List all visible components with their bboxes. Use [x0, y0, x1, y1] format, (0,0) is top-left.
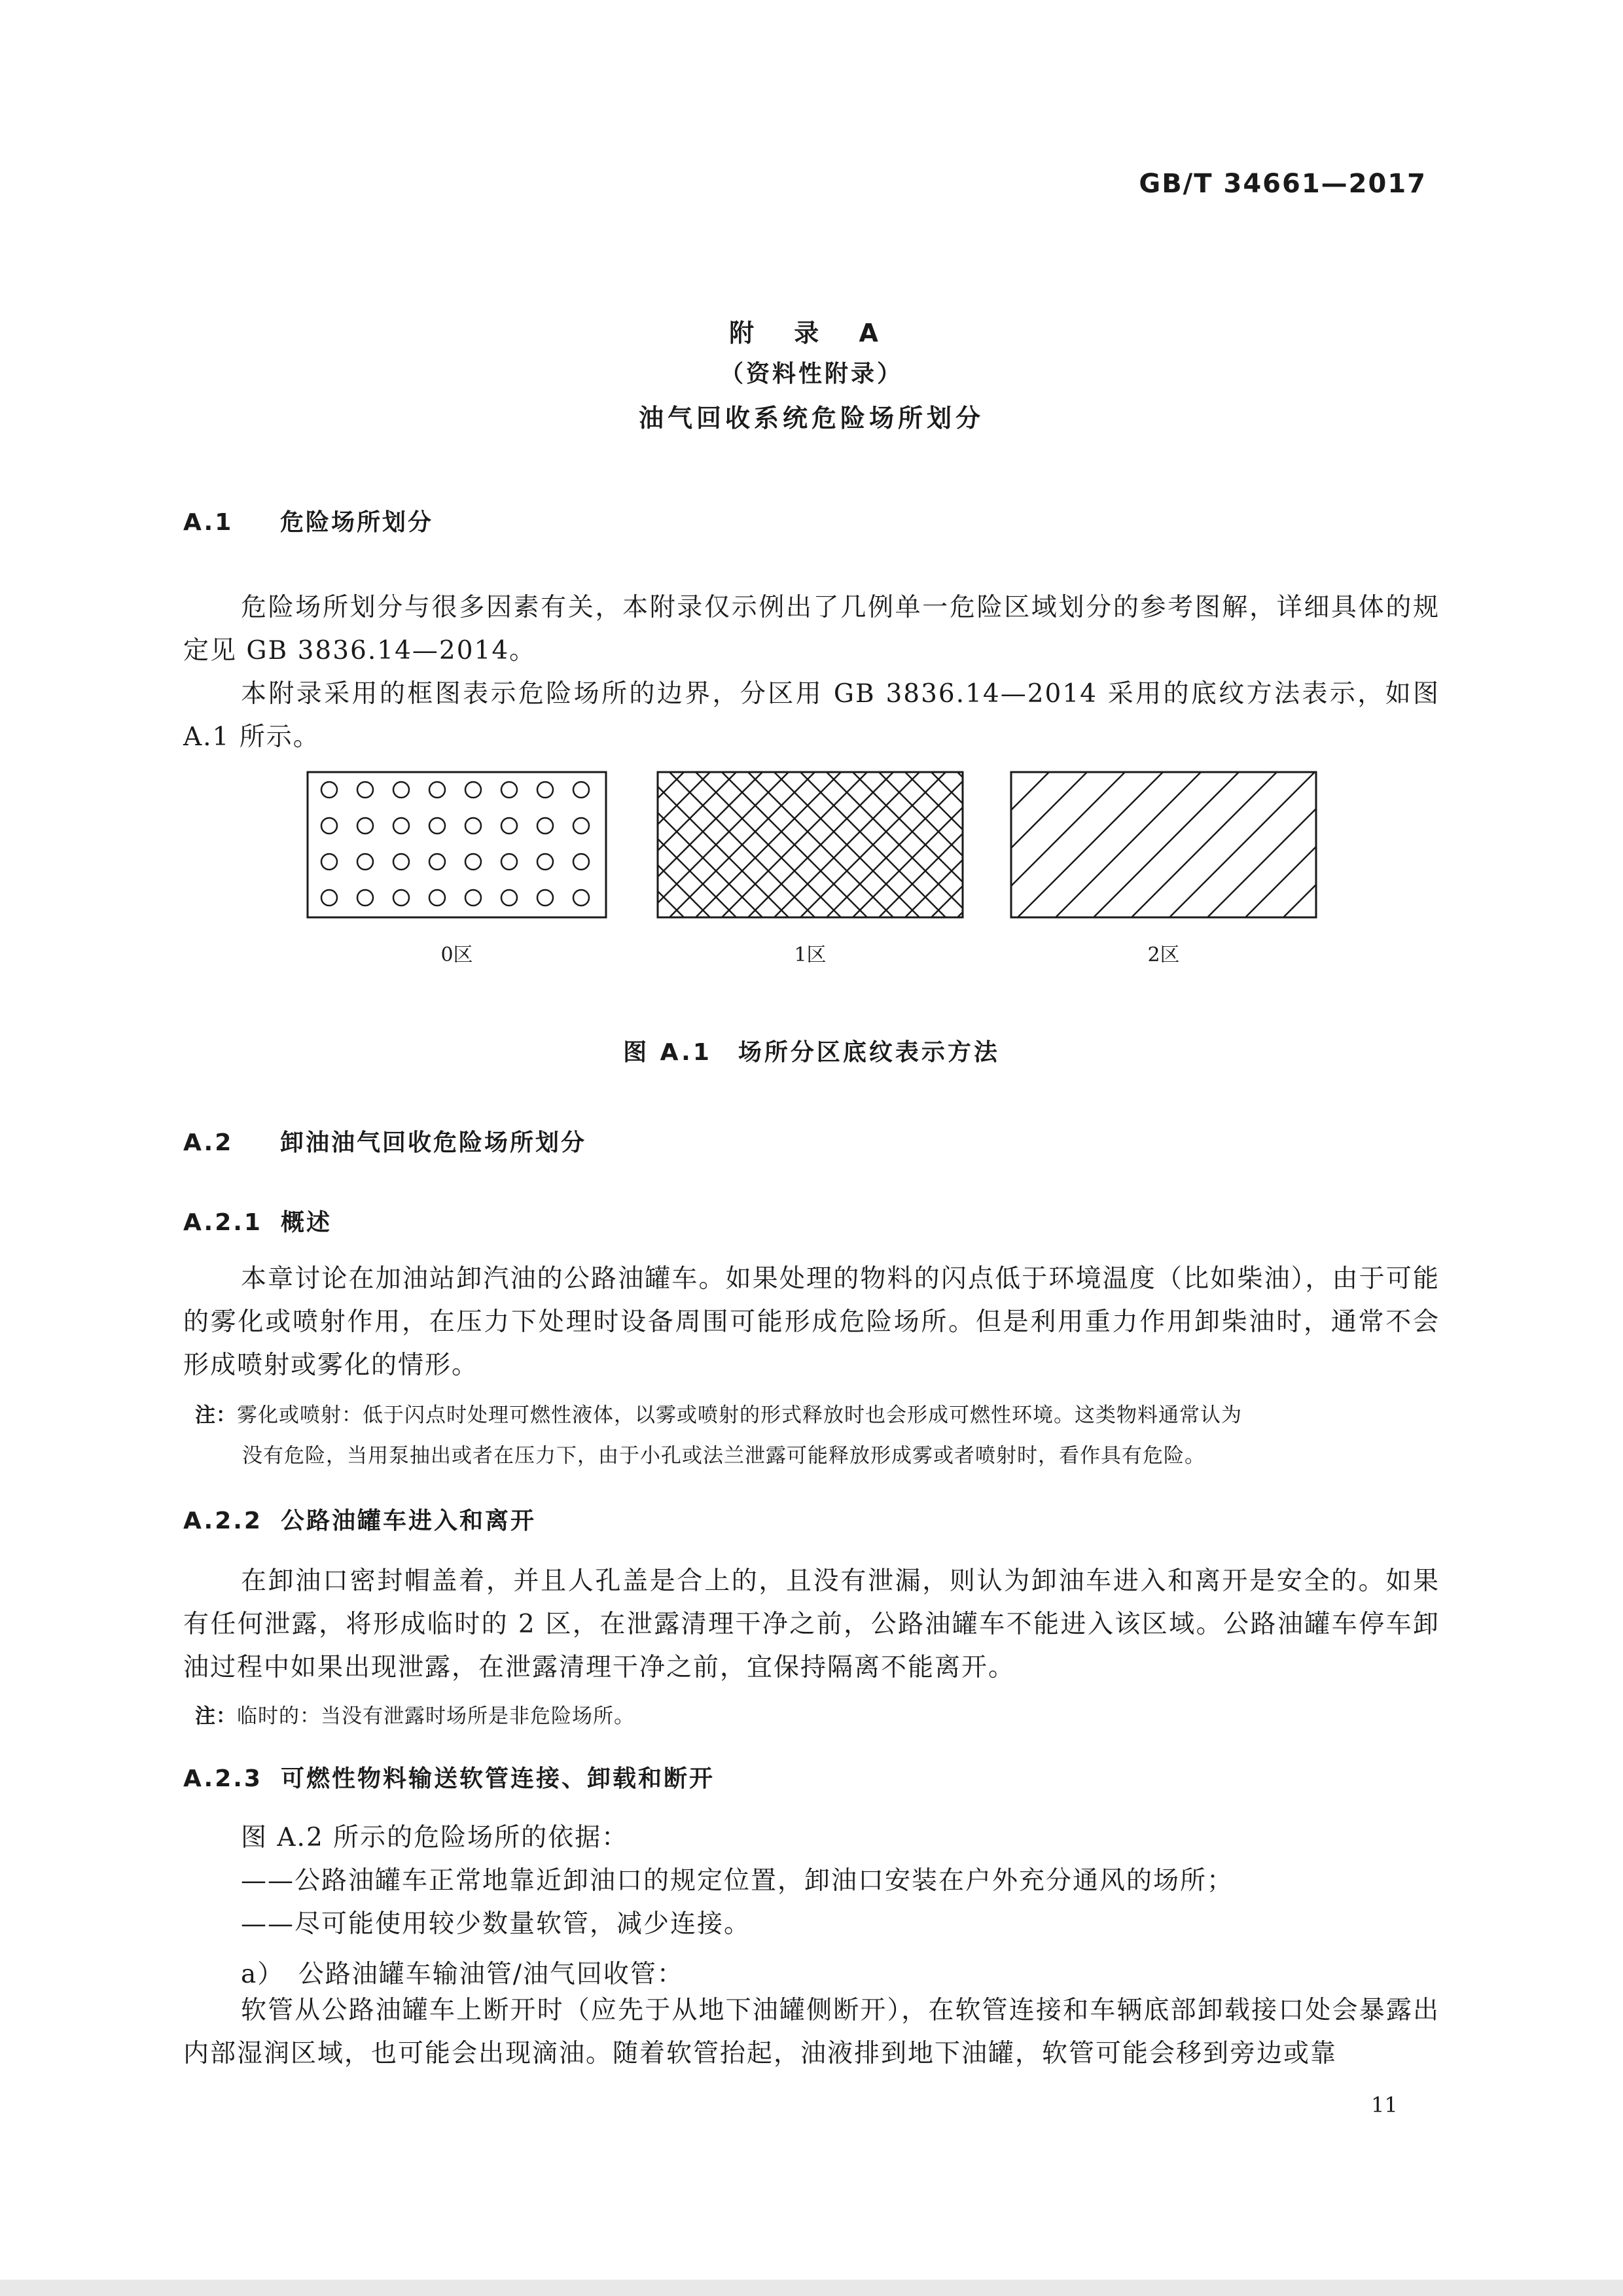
zone-2-hatch-line — [1132, 772, 1277, 917]
section-a21-paragraph: 本章讨论在加油站卸汽油的公路油罐车。如果处理的物料的闪点低于环境温度（比如柴油），由于可能的雾化或喷射作用，在压力下处理时设备周围可能形成危险场所。但是利用重力作用卸柴油时，通常不会形成喷射或雾化的情形。 — [183, 1264, 1440, 1380]
zone-0-circle — [465, 782, 481, 798]
figure-a1-caption: 图 A.1 场所分区底纹表示方法 — [623, 1039, 1000, 1066]
zone-0-circle — [501, 890, 517, 906]
zone-0-circle — [321, 854, 337, 870]
zone-0-pattern — [308, 772, 606, 917]
zone-2-hatch-line — [1359, 772, 1505, 917]
zone-2-hatch-line — [1245, 772, 1391, 917]
zone-0-circle — [321, 890, 337, 906]
zone-2-label: 2区 — [1147, 944, 1180, 966]
zone-0-circle — [321, 782, 337, 798]
zone-2-hatch-line — [1169, 772, 1315, 917]
zone-0-circle — [321, 818, 337, 834]
standard-code: GB/T 34661—2017 — [1139, 169, 1427, 199]
zone-1-hatch-line — [1062, 772, 1207, 917]
zone-1-hatch-line — [1010, 772, 1155, 917]
section-a1-paragraph-2: 本附录采用的框图表示危险场所的边界，分区用 GB 3836.14—2014 采用的底纹方法表示，如图 A.1 所示。 — [183, 679, 1440, 752]
section-title: 概述 — [280, 1209, 332, 1236]
zone-0-circle — [573, 782, 589, 798]
section-a23-paragraph: 软管从公路油罐车上断开时（应先于从地下油罐侧断开），在软管连接和车辆底部卸载接口处会暴露出内部湿润区域，也可能会出现滴油。随着软管抬起，油液排到地下油罐，软管可能会移到旁边或靠 — [183, 1996, 1440, 2068]
section-number: A.2.1 — [183, 1209, 262, 1236]
zone-1-hatch-line — [512, 772, 658, 917]
figure-a1 — [0, 759, 1623, 929]
note-text: 临时的：当没有泄露时场所是非危险场所。 — [237, 1704, 635, 1728]
section-a1-heading — [183, 504, 433, 537]
zone-0-circle — [357, 782, 373, 798]
zone-0-circle — [501, 854, 517, 870]
scan-edge-band — [0, 2280, 1623, 2296]
section-title: 危险场所划分 — [280, 509, 434, 536]
zone-1-hatch-line — [984, 772, 1129, 917]
zone-1-hatch-line — [984, 772, 1129, 917]
section-a23-heading — [183, 1760, 715, 1793]
zone-0-circle — [393, 890, 409, 906]
zone-0-circle — [429, 818, 445, 834]
zone-0-circle — [429, 890, 445, 906]
zone-0-circle — [537, 818, 553, 834]
zone-0-label: 0区 — [440, 944, 473, 966]
note-line-1: 雾化或喷射：低于闪点时处理可燃性液体，以雾或喷射的形式释放时也会形成可燃性环境。这类物料通常认为 — [237, 1404, 1242, 1427]
zone-1-hatch-line — [1088, 772, 1234, 917]
zone-1-hatch-line — [957, 772, 1103, 917]
section-a23-dash-item-1: ——公路油罐车正常地靠近卸油口的规定位置，卸油口安装在户外充分通风的场所； — [241, 1866, 1234, 1896]
appendix-title: 附 录 A — [729, 319, 894, 347]
zone-0-circle — [429, 854, 445, 870]
zone-0-circle — [537, 782, 553, 798]
page-number: 11 — [1371, 2093, 1398, 2117]
zone-1-hatch-line — [1036, 772, 1181, 917]
section-title: 公路油罐车进入和离开 — [280, 1508, 536, 1534]
zone-0-circle — [573, 890, 589, 906]
zone-0-circle — [501, 818, 517, 834]
zone-0-circle — [537, 854, 553, 870]
zone-2-hatch-line — [1283, 772, 1429, 917]
zone-2-hatch-line — [866, 772, 1011, 917]
zone-2-pattern — [866, 772, 1580, 917]
section-a23-dash-item-2: ——尽可能使用较少数量软管，减少连接。 — [241, 1909, 751, 1939]
section-a22-heading — [183, 1502, 536, 1536]
zone-2-hatch-line — [980, 772, 1125, 917]
section-a1-paragraph-1: 危险场所划分与很多因素有关，本附录仅示例出了几例单一危险区域划分的参考图解，详细具体的规定见 GB 3836.14—2014。 — [183, 593, 1440, 665]
zone-0-circle — [465, 890, 481, 906]
section-a23-item-a: a） 公路油罐车输油管/油气回收管： — [241, 1960, 684, 1989]
section-a21-note — [195, 1395, 1438, 1476]
note-line-2: 没有危险，当用泵抽出或者在压力下，由于小孔或法兰泄露可能释放形成雾或者喷射时，看作具有危险。 — [242, 1444, 1205, 1468]
zone-2-hatch-line — [1207, 772, 1353, 917]
zone-0-circle — [393, 782, 409, 798]
zone-1-hatch-line — [957, 772, 1103, 917]
zone-0-circle — [393, 818, 409, 834]
zone-2-hatch-line — [1018, 772, 1163, 917]
section-a23-intro: 图 A.2 所示的危险场所的依据： — [241, 1823, 629, 1852]
zone-0-circle — [393, 854, 409, 870]
section-a22-note — [195, 1696, 1438, 1737]
section-number: A.1 — [183, 509, 234, 536]
zone-1-label: 1区 — [794, 944, 827, 966]
section-title: 卸油油气回收危险场所划分 — [280, 1129, 587, 1156]
zone-0-circle — [357, 818, 373, 834]
zone-0-circle — [357, 890, 373, 906]
zone-2-hatch-line — [1321, 772, 1467, 917]
section-a22-paragraph: 在卸油口密封帽盖着，并且人孔盖是合上的，且没有泄漏，则认为卸油车进入和离开是安全的。如果有任何泄露，将形成临时的 2 区，在泄露清理干净之前，公路油罐车不能进入该区域。公路油罐车停车卸油过程中如果出现泄露，在泄露清理干净之前，宜保持隔离不能离开。 — [183, 1566, 1440, 1682]
zone-0-circle — [501, 782, 517, 798]
zone-0-circle — [429, 782, 445, 798]
section-number: A.2.3 — [183, 1765, 262, 1792]
zone-1-pattern — [512, 772, 1234, 917]
appendix-name: 油气回收系统危险场所划分 — [638, 404, 984, 433]
note-label: 注： — [195, 1404, 237, 1427]
zone-0-circle — [537, 890, 553, 906]
section-number: A.2.2 — [183, 1508, 262, 1534]
zone-0-circle — [573, 854, 589, 870]
zone-2-hatch-line — [1435, 772, 1580, 917]
zone-0-circle — [573, 818, 589, 834]
note-label: 注： — [195, 1704, 237, 1728]
section-title: 可燃性物料输送软管连接、卸载和断开 — [280, 1765, 715, 1792]
zone-1-hatch-line — [1010, 772, 1155, 917]
zone-2-hatch-line — [1397, 772, 1543, 917]
zone-2-hatch-line — [1094, 772, 1239, 917]
zone-0-circle — [465, 854, 481, 870]
zone-1-hatch-line — [1088, 772, 1234, 917]
section-a2-heading — [183, 1124, 586, 1157]
zone-0-circle — [465, 818, 481, 834]
section-a21-heading — [183, 1204, 332, 1237]
zone-1-hatch-line — [1062, 772, 1207, 917]
zone-0-circle — [357, 854, 373, 870]
zone-2-hatch-line — [1056, 772, 1201, 917]
zone-1-hatch-line — [1036, 772, 1181, 917]
appendix-subtitle: （资料性附录） — [719, 361, 903, 387]
section-number: A.2 — [183, 1129, 234, 1156]
zone-1-hatch-line — [512, 772, 658, 917]
